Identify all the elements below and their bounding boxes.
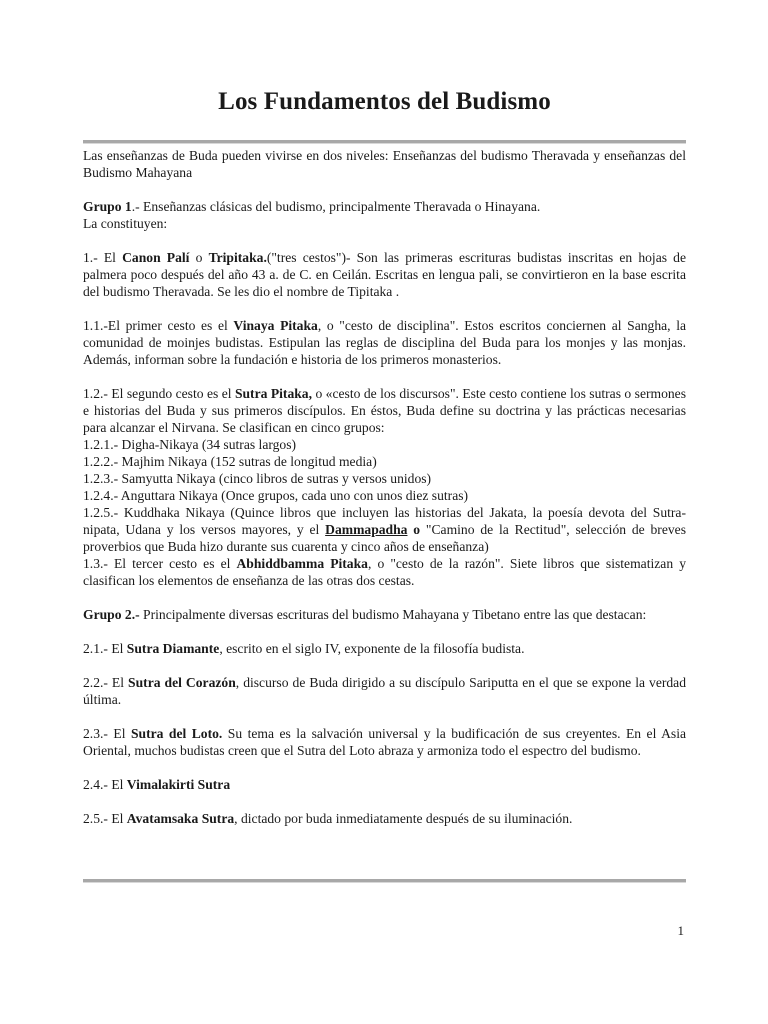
- list-item: 1.2.2.- Majhim Nikaya (152 sutras de longitud media): [83, 454, 377, 469]
- section-2-2-paragraph: [83, 674, 686, 708]
- group2-paragraph: [83, 606, 686, 623]
- section-2-5-prefix: 2.5.- El: [83, 811, 127, 826]
- section-1-2-text: o «cesto de los discursos". Este cesto contiene los sutras o sermones e historias del Buda y sus primeros discípulos. En éstos, Buda define su doctrina y las prácticas necesarias para alcanzar el Nirvana. Se clasifican en cinco grupos:: [83, 386, 686, 435]
- section-1-2-5-text: 1.2.5.- Kuddhaka Nikaya (Quince libros que incluyen las historias del Jakata, la poesía devota del Sutra-nipata, Udana y los versos mayores, y el: [83, 505, 686, 537]
- term-vinaya-pitaka: Vinaya Pitaka: [233, 318, 318, 333]
- section-1-mid: o: [189, 250, 209, 265]
- section-1-3-text: , o "cesto de la razón". Siete libros que sistematizan y clasifican los elementos de enseñanza de las otras dos cestas.: [83, 556, 686, 588]
- section-2-2-text: , discurso de Buda dirigido a su discípulo Sariputta en el que se expone la verdad última.: [83, 675, 687, 707]
- section-1-1-text: , o "cesto de disciplina". Estos escritos conciernen al Sangha, la comunidad de moinjes budistas. Estipulan las reglas de disciplina del Buda para los monjes y las monjas. Además, informan sobre la fundación e historia de los primeros monasterios.: [83, 318, 687, 367]
- section-2-4-paragraph: [83, 776, 686, 793]
- subgroup-list: [83, 436, 686, 504]
- section-1-2-5-text-2: "Camino de la Rectitud", selección de breves proverbios que Buda hizo durante sus cuarenta y cinco años de enseñanza): [83, 522, 686, 554]
- document-title: Los Fundamentos del Budismo: [218, 88, 551, 115]
- group1-paragraph: [83, 198, 686, 232]
- term-avatamsaka-sutra: Avatamsaka Sutra: [126, 811, 235, 826]
- list-item: 1.2.3.- Samyutta Nikaya (cinco libros de sutras y versos unidos): [83, 471, 432, 486]
- section-2-1-text: , escrito en el siglo IV, exponente de la filosofía budista.: [219, 641, 525, 656]
- section-1-2-5-paragraph: [83, 504, 686, 555]
- document-body: [83, 147, 686, 844]
- group2-label: Grupo 2.-: [83, 607, 140, 622]
- group1-label: Grupo 1: [83, 199, 132, 214]
- group1-constituyen: La constituyen:: [83, 216, 168, 231]
- section-1-prefix: 1.- El: [83, 250, 123, 265]
- term-sutra-diamante: Sutra Diamante: [126, 641, 220, 656]
- term-dammapadha: Dammapadha: [325, 522, 408, 537]
- term-canon-pali: Canon Palí: [122, 250, 190, 265]
- section-1-2-prefix: 1.2.- El segundo cesto es el: [83, 386, 235, 401]
- intro-paragraph: Las enseñanzas de Buda pueden vivirse en dos niveles: Enseñanzas del budismo Theravada y enseñanzas del Budismo Mahayana: [83, 148, 686, 180]
- top-divider: [83, 140, 686, 144]
- section-2-3-text: Su tema es la salvación universal y la budificación de sus creyentes. En el Asia Oriental, muchos budistas creen que el Sutra del Loto abraza y armoniza todo el espectro del budismo.: [83, 726, 687, 758]
- section-1-2-paragraph: [83, 385, 686, 436]
- section-1-1-prefix: 1.1.-El primer cesto es el: [83, 318, 234, 333]
- section-2-1-prefix: 2.1.- El: [83, 641, 127, 656]
- list-item: 1.2.1.- Digha-Nikaya (34 sutras largos): [83, 437, 297, 452]
- section-2-1-paragraph: [83, 640, 686, 657]
- section-2-5-text: , dictado por buda inmediatamente después de su iluminación.: [234, 811, 573, 826]
- page-number: 1: [677, 923, 684, 938]
- section-1-1-paragraph: [83, 317, 686, 368]
- bottom-divider: [83, 879, 686, 883]
- list-item: 1.2.4.- Anguttara Nikaya (Once grupos, cada uno con unos diez sutras): [83, 488, 469, 503]
- bold-o: o: [407, 522, 421, 537]
- group1-text: .- Enseñanzas clásicas del budismo, principalmente Theravada o Hinayana.: [131, 199, 541, 214]
- section-1-3-paragraph: [83, 555, 686, 589]
- section-2-5-paragraph: [83, 810, 686, 827]
- group2-text: Principalmente diversas escrituras del budismo Mahayana y Tibetano entre las que destacan:: [139, 607, 647, 622]
- term-sutra-corazon: Sutra del Corazón: [128, 675, 236, 690]
- term-sutra-pitaka: Sutra Pitaka,: [234, 386, 313, 401]
- section-1-3-prefix: 1.3.- El tercer cesto es el: [83, 556, 237, 571]
- section-1-text: ("tres cestos")- Son las primeras escrituras budistas inscritas en hojas de palmera poco después del año 43 a. de C. en Ceilán. Escritas en lengua pali, se convirtieron en la base escrita del budismo Theravada. Se les dio el nombre de Tipitaka .: [83, 250, 687, 299]
- section-2-2-prefix: 2.2.- El: [83, 675, 129, 690]
- section-2-3-prefix: 2.3.- El: [83, 726, 131, 741]
- section-2-4-prefix: 2.4.- El: [83, 777, 127, 792]
- term-tripitaka: Tripitaka.: [208, 250, 267, 265]
- section-2-3-paragraph: [83, 725, 686, 759]
- section-1-paragraph: [83, 249, 686, 300]
- term-abhiddbamma-pitaka: Abhiddbamma Pitaka: [236, 556, 368, 571]
- term-sutra-loto: Sutra del Loto.: [130, 726, 223, 741]
- term-vimalakirti-sutra: Vimalakirti Sutra: [126, 777, 231, 792]
